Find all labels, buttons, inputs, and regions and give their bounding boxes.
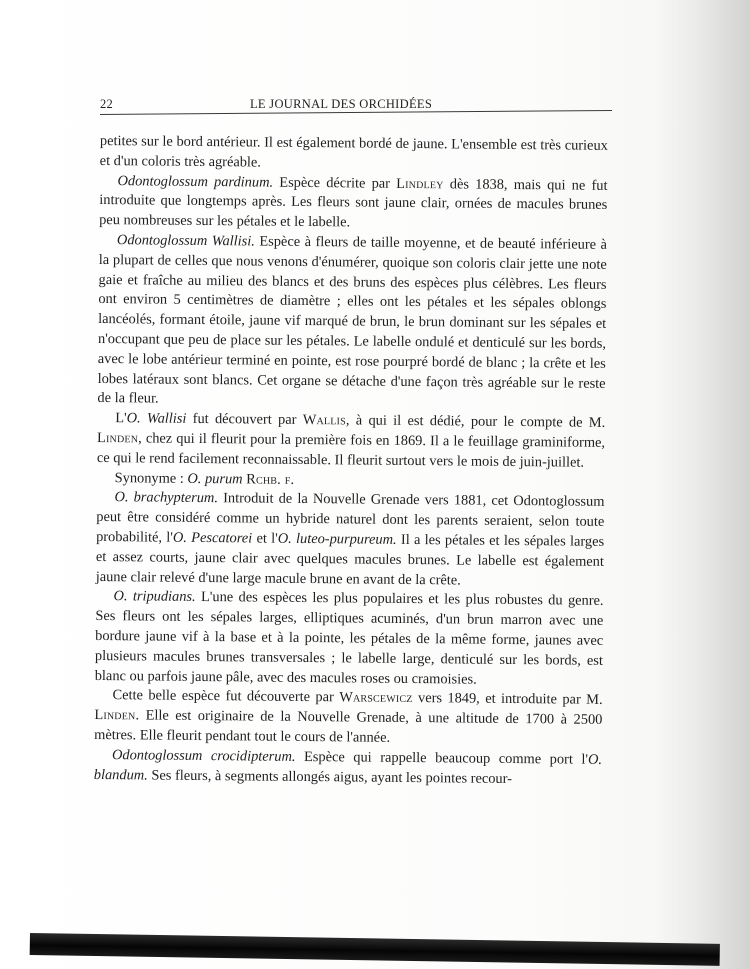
author-name: Linden [94, 707, 136, 724]
paragraph-text: fut découvert par [186, 410, 303, 429]
paragraph-text: Il a les pétales et les sépales larges et assez courts, jaune clair avec quelques macules brunes. Le labelle est également jaune clair relevé d'une large macule brune en avant de la crête. [95, 531, 605, 589]
species-name: Odontoglossum crocidipterum. [111, 746, 296, 765]
author-name: Linden [96, 429, 139, 447]
author-name: Lindley [396, 175, 444, 192]
paragraph-text: L'une des espèces les plus populaires et les plus robustes du genre. Ses fleurs ont les sépales larges, elliptiques acuminés, d'un brun marron avec une bordure jaune vif à la base et à la pointe, les pétales de la même forme, jaunes avec plusieurs macules brunes transversales ; le labelle large, denticulé sur les bords, est blanc ou parfois jaune pâle, avec des macules roses ou cramoisies. [94, 589, 604, 688]
paragraph-text: Cette belle espèce fut découverte par [112, 687, 340, 706]
species-name: O. Pescatorei [172, 529, 253, 547]
paragraph-pardinum [99, 172, 608, 236]
species-name: Odontoglossum pardinum. [117, 172, 274, 191]
journal-title: LE JOURNAL DES ORCHIDÉES [250, 97, 433, 111]
paragraph-crocidipterum [94, 746, 602, 790]
paragraph-1 [100, 132, 608, 176]
article-text [94, 132, 608, 790]
author-name: Rchb. f. [246, 470, 295, 488]
species-name: O. luteo-purpureum. [277, 530, 397, 548]
paragraph-text: petites sur le bord antérieur. Il est également bordé de jaune. L'ensemble est très curieux et d'un coloris très agréable. [99, 132, 608, 171]
paragraph-text: Ses fleurs, à segments allongés aigus, ayant les pointes recour- [147, 766, 513, 787]
paragraph-tripudians [95, 587, 604, 691]
paragraph-text: Espèce qui rappelle beaucoup comme port l' [295, 748, 589, 768]
paragraph-text: Synonyme : [114, 469, 188, 487]
paragraph-text: Espèce à fleurs de taille moyenne, et de beauté inférieure à la plupart de celles que nous venons d'énumérer, quoique son coloris clair jette une note gaie et fraîche au milieu des blancs et des bruns des espèces plus célèbres. Les fleurs ont environ 5 centimètres de diamètre ; elles ont les pétales et les sépales oblongs lancéolés, formant étoile, jaune vif marqué de brun, le brun dominant sur les sépales et n'occupant que peu de place sur les pétales. Le labelle ondulé et denticulé sur les bords, avec le lobe antérieur terminé en pointe, est rose pourpré bordé de blanc ; la crête et les lobes latéraux sont blancs. Cet organe se détache d'une façon très agréable sur le reste de la fleur. [97, 233, 608, 407]
author-name: Warscewicz [339, 689, 413, 707]
page-edge-shadow [655, 0, 750, 969]
scan-bottom-edge [30, 933, 720, 966]
species-name: O. Wallisi [126, 410, 187, 427]
species-name: Odontoglossum Wallisi. [116, 232, 255, 250]
paragraph-text: et l' [252, 530, 278, 547]
paragraph-text: , chez qui il fleurit pour la première fois en 1869. Il a le feuillage graminiforme, ce qui le rend facilement reconnaissable. Il fleurit surtout vers le mois de juin-juillet. [96, 430, 606, 471]
paragraph-tripudians-discovery [94, 686, 603, 750]
paragraph-text: . Elle est originaire de la Nouvelle Grenade, à une altitude de 1700 à 2500 mètres. Elle fleurit pendant tout le cours de l'année. [94, 707, 603, 746]
paragraph-text: dès 1838, mais qui ne fut introduite que longtemps après. Les fleurs sont jaune clair, ornées de macules brunes peu nombreuses sur les pétales et le labelle. [99, 175, 608, 231]
paragraph-brachypterum [96, 488, 605, 592]
paragraph-text: , à qui il est dédié, pour le compte de M. [345, 412, 606, 432]
paragraph-text: L' [115, 410, 127, 427]
paragraph-text: Espèce décrite par [273, 174, 397, 192]
paragraph-wallisi-discovery [97, 409, 606, 473]
species-name: O. brachypterum. [114, 489, 219, 507]
author-name: Wallis [302, 412, 346, 429]
species-name: O. blandum. [93, 751, 603, 783]
paragraph-text: Introduit de la Nouvelle Grenade vers 1881, cet Odontoglossum peut être considéré comme un hybride naturel dont les parents seraient, selon toute probabilité, l' [96, 490, 605, 546]
species-name: O. purum [187, 470, 243, 487]
species-name: O. tripudians. [113, 588, 196, 606]
paragraph-wallisi [97, 231, 607, 414]
page-number: 22 [100, 97, 114, 111]
paragraph-text: vers 1849, et introduite par M. [412, 690, 603, 709]
